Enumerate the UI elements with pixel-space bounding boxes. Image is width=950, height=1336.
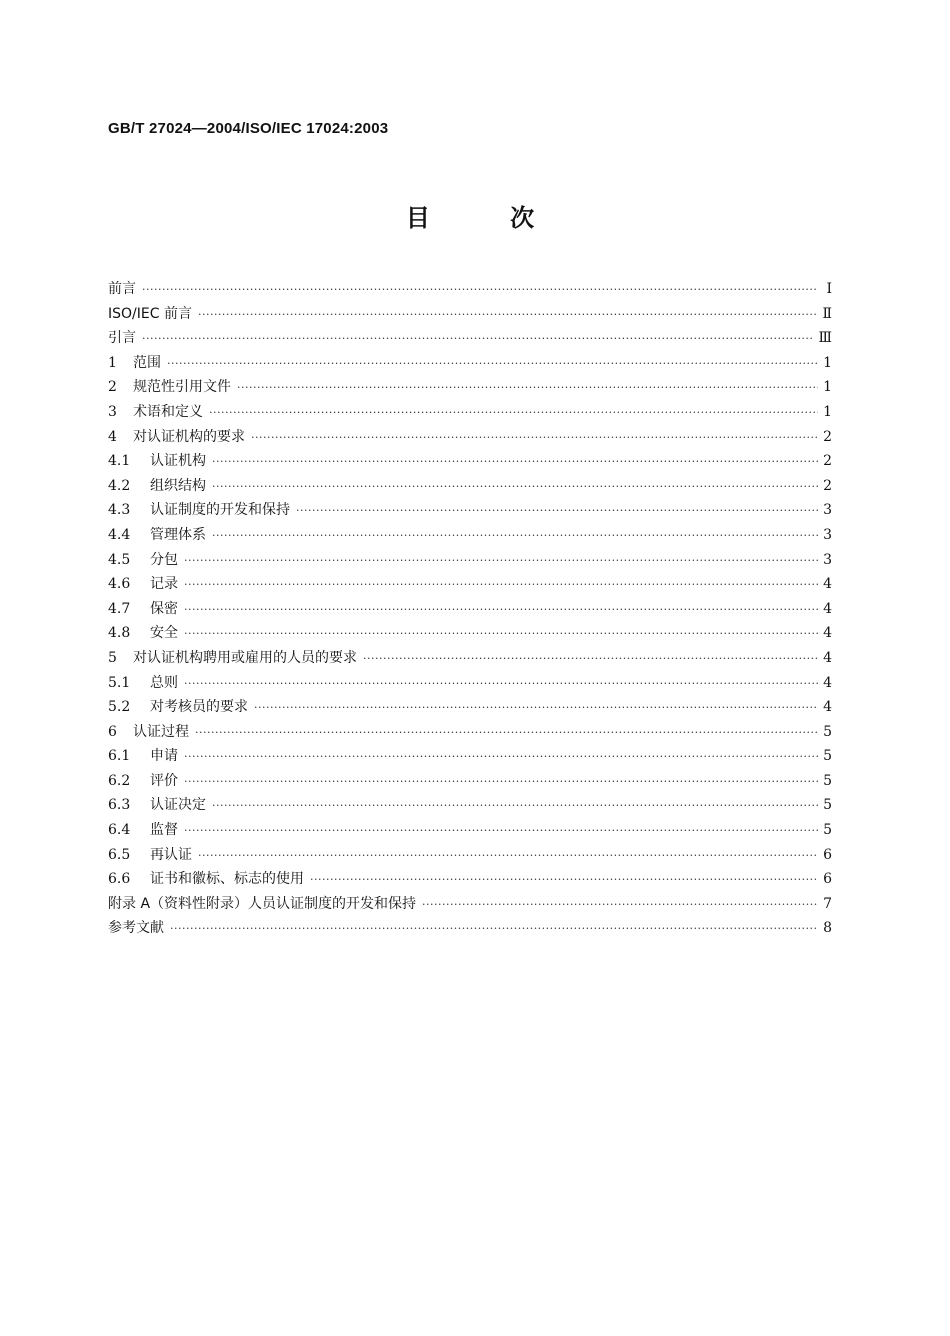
toc-entry-label: 规范性引用文件 [133,379,231,396]
toc-leader-dots [142,327,814,352]
toc-entry-label: 总则 [150,674,178,691]
toc-entry-number: 6.3 [108,797,131,814]
toc-entry[interactable] [108,621,832,646]
toc-entry-number: 4 [108,428,117,445]
toc-entry-label: 引言 [108,330,136,347]
toc-leader-dots [184,672,818,697]
toc-entry[interactable] [108,671,832,696]
toc-entry-label: 参考文献 [108,920,164,937]
toc-entry-number: 5.1 [108,674,131,691]
toc-leader-dots [296,499,818,524]
toc-entry-label: 附录 A（资料性附录）人员认证制度的开发和保持 [108,895,417,912]
toc-entry-label: 认证制度的开发和保持 [150,502,290,519]
toc-entry-label: 术语和定义 [133,403,203,420]
toc-entry-label: 证书和徽标、标志的使用 [150,871,304,888]
toc-leader-dots [198,844,818,869]
toc-entry-label: 组织结构 [150,477,206,494]
toc-entry[interactable] [108,351,832,376]
toc-entry-page: 1 [823,403,832,420]
toc-entry-number: 6 [108,723,117,740]
toc-entry-label: 评价 [150,772,178,789]
toc-entry-label: 对认证机构聘用或雇用的人员的要求 [133,649,357,666]
toc-entry-page: 4 [823,576,832,593]
toc-entry-number: 1 [108,354,117,371]
toc-leader-dots [184,770,818,795]
toc-entry-number: 4.2 [108,477,131,494]
toc-entry-label: 对认证机构的要求 [133,428,245,445]
standard-number: GB/T 27024—2004/ISO/IEC 17024:2003 [108,120,389,137]
toc-entry-page: 6 [823,846,832,863]
toc-entry-number: 4.4 [108,526,131,543]
toc-entry-number: 2 [108,379,117,396]
toc-leader-dots [184,819,818,844]
toc-entry-page: Ⅲ [818,330,832,347]
toc-entry-label: 认证机构 [150,453,206,470]
toc-leader-dots [184,745,818,770]
toc-entry-page: 5 [823,723,832,740]
toc-leader-dots [142,278,818,303]
toc-entry[interactable] [108,548,832,573]
toc-leader-dots [209,401,818,426]
toc-entry[interactable] [108,425,832,450]
toc-entry-number: 3 [108,403,117,420]
toc-entry-label: 保密 [150,600,178,617]
toc-leader-dots [167,352,818,377]
toc-entry-page: 2 [823,477,832,494]
toc-entry-label: 管理体系 [150,526,206,543]
toc-entry-page: 3 [823,502,832,519]
toc-entry[interactable] [108,793,832,818]
toc-entry-number: 4.3 [108,502,131,519]
toc-leader-dots [212,794,818,819]
toc-entry-label: ISO/IEC 前言 [108,305,192,322]
toc-entry-page: 1 [823,379,832,396]
toc-entry-page: 5 [823,822,832,839]
toc-entry[interactable] [108,916,832,941]
toc-entry[interactable] [108,449,832,474]
toc-entry[interactable] [108,597,832,622]
toc-entry[interactable] [108,892,832,917]
toc-entry[interactable] [108,695,832,720]
toc-entry-label: 安全 [150,625,178,642]
toc-entry-page: 5 [823,772,832,789]
toc-entry-number: 6.4 [108,822,131,839]
toc-entry-label: 认证过程 [133,723,189,740]
toc-entry-page: 4 [823,625,832,642]
toc-entry-number: 4.1 [108,453,131,470]
toc-leader-dots [212,475,818,500]
toc-title: 目 次 [405,204,571,232]
toc-entry-page: 4 [823,699,832,716]
toc-entry[interactable] [108,646,832,671]
toc-entry-page: 3 [823,526,832,543]
toc-entry-page: Ⅰ [826,281,832,297]
toc-entry-page: 4 [823,649,832,666]
toc-entry-page: 2 [823,453,832,470]
toc-entry-number: 4.7 [108,600,131,617]
toc-entry-label: 分包 [150,551,178,568]
toc-leader-dots [251,426,818,451]
toc-entry-number: 6.6 [108,871,131,888]
toc-entry-number: 6.1 [108,748,131,765]
toc-entry-page: 5 [823,748,832,765]
toc-entry-page: 4 [823,674,832,691]
toc-entry-page: 8 [823,920,832,937]
toc-entry[interactable] [108,744,832,769]
toc-entry-page: 6 [823,871,832,888]
toc-leader-dots [170,917,818,942]
toc-entry-label: 监督 [150,822,178,839]
toc-leader-dots [237,376,818,401]
toc-entry-page: 3 [823,551,832,568]
toc-entry-number: 6.2 [108,772,131,789]
toc-entry-label: 申请 [150,748,178,765]
toc-leader-dots [422,893,818,918]
toc-entry[interactable] [108,867,832,892]
toc-leader-dots [198,303,818,328]
toc-leader-dots [184,549,818,574]
toc-entry[interactable] [108,572,832,597]
toc-leader-dots [184,622,818,647]
toc-entry[interactable] [108,375,832,400]
toc-entry-page: 1 [823,354,832,371]
toc-entry-number: 5 [108,649,117,666]
toc-entry-page: 5 [823,797,832,814]
toc-entry-number: 4.8 [108,625,131,642]
toc-entry[interactable] [108,769,832,794]
toc-entry-label: 认证决定 [150,797,206,814]
toc-entry[interactable] [108,474,832,499]
toc-leader-dots [212,450,818,475]
toc-leader-dots [254,696,818,721]
toc-entry-page: Ⅱ [822,305,832,322]
toc-leader-dots [184,573,818,598]
toc-entry[interactable] [108,400,832,425]
toc-entry-page: 2 [823,428,832,445]
toc-entry-number: 4.6 [108,576,131,593]
toc-entry[interactable] [108,277,832,302]
toc-leader-dots [363,647,818,672]
toc-entry-number: 5.2 [108,699,131,716]
toc-entry-label: 前言 [108,281,136,297]
toc-entry-page: 4 [823,600,832,617]
table-of-contents [108,277,832,941]
toc-leader-dots [195,721,818,746]
toc-leader-dots [184,598,818,623]
toc-entry[interactable] [108,326,832,351]
toc-entry-label: 对考核员的要求 [150,699,248,716]
toc-entry-number: 4.5 [108,551,131,568]
toc-entry-label: 记录 [150,576,178,593]
toc-entry[interactable] [108,818,832,843]
toc-entry-number: 6.5 [108,846,131,863]
toc-entry-label: 范围 [133,354,161,371]
toc-entry[interactable] [108,498,832,523]
toc-entry-page: 7 [823,895,832,912]
toc-entry[interactable] [108,302,832,327]
toc-entry[interactable] [108,523,832,548]
toc-leader-dots [310,868,818,893]
toc-entry-label: 再认证 [150,846,192,863]
toc-entry[interactable] [108,843,832,868]
toc-entry[interactable] [108,720,832,745]
toc-leader-dots [212,524,818,549]
